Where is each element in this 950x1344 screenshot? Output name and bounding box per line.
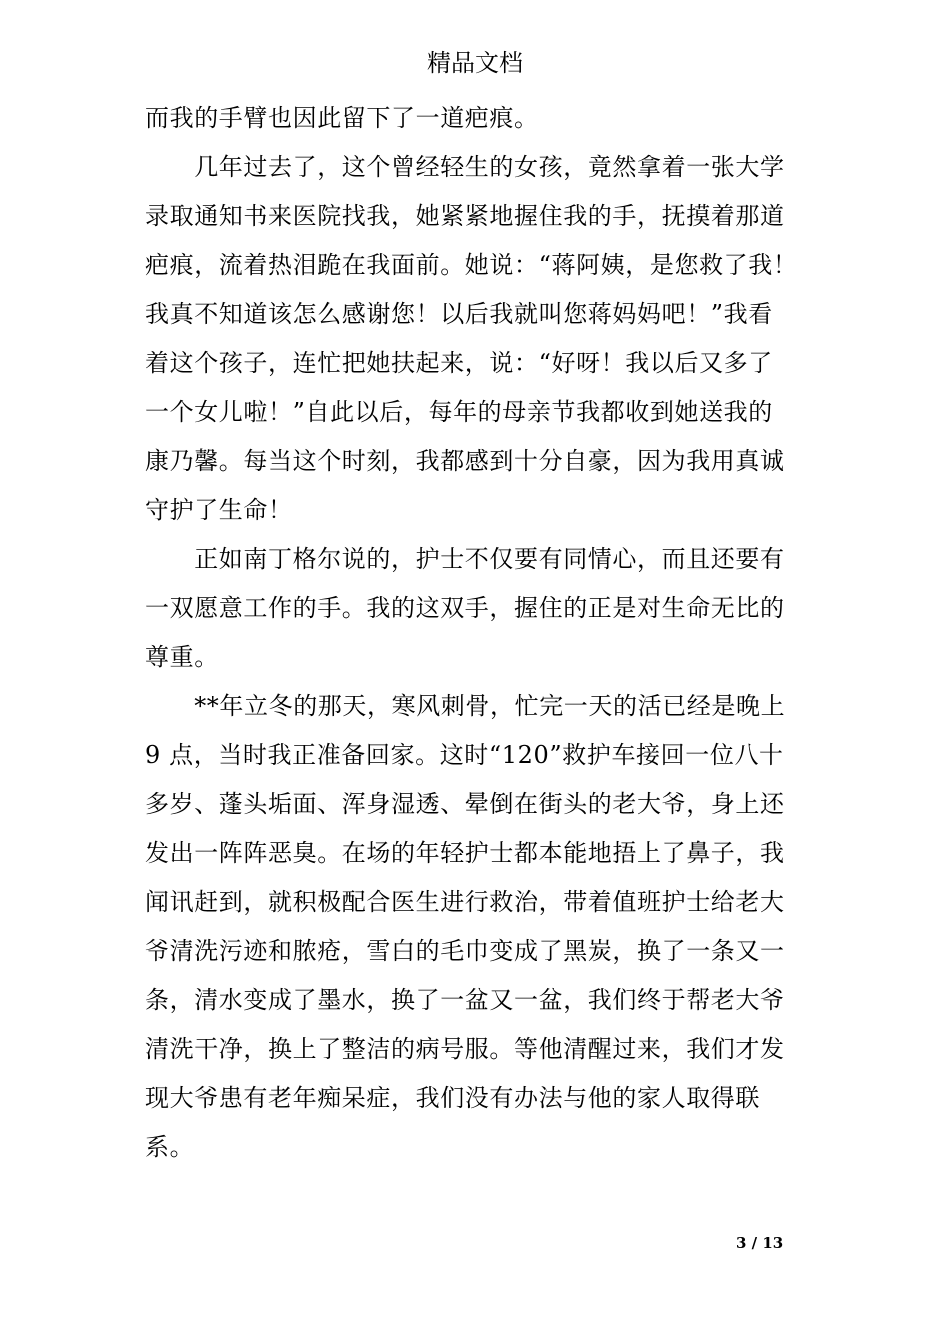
page-number: 3 / 13 [736,1234,784,1252]
text-line: 康乃馨。每当这个时刻，我都感到十分自豪，因为我用真诚 [145,447,785,475]
text-line: 我真不知道该怎么感谢您！以后我就叫您蒋妈妈吧！”我看 [145,300,773,328]
text-line: 几年过去了，这个曾经轻生的女孩，竟然拿着一张大学 [145,153,785,181]
text-line: 录取通知书来医院找我，她紧紧地握住我的手，抚摸着那道 [145,202,785,230]
text-line: 爷清洗污迹和脓疮，雪白的毛巾变成了黑炭，换了一条又一 [145,937,785,965]
text-line: 清洗干净，换上了整洁的病号服。等他清醒过来，我们才发 [145,1035,785,1063]
text-line: 9 点，当时我正准备回家。这时“120”救护车接回一位八十 [145,741,784,769]
text-line: 而我的手臂也因此留下了一道疤痕。 [145,104,539,132]
text-line: 疤痕，流着热泪跪在我面前。她说：“蒋阿姨，是您救了我！ [145,251,798,279]
text-line: 一个女儿啦！”自此以后，每年的母亲节我都收到她送我的 [145,398,773,426]
text-line: 现大爷患有老年痴呆症，我们没有办法与他的家人取得联 [145,1084,760,1112]
page-header-title: 精品文档 [427,49,523,77]
text-line: 尊重。 [145,643,219,671]
text-line: **年立冬的那天，寒风刺骨，忙完一天的活已经是晚上 [145,692,786,720]
text-line: 闻讯赶到，就积极配合医生进行救治，带着值班护士给老大 [145,888,785,916]
text-line: 着这个孩子，连忙把她扶起来，说：“好呀！我以后又多了 [145,349,773,377]
text-line: 一双愿意工作的手。我的这双手，握住的正是对生命无比的 [145,594,785,622]
text-line: 系。 [145,1133,195,1161]
text-line: 条，清水变成了墨水，换了一盆又一盆，我们终于帮老大爷 [145,986,785,1014]
text-line: 守护了生命！ [145,496,293,524]
text-line: 多岁、蓬头垢面、浑身湿透、晕倒在街头的老大爷，身上还 [145,790,785,818]
document-body [145,98,810,1176]
text-line: 正如南丁格尔说的，护士不仅要有同情心，而且还要有 [145,545,785,573]
text-line: 发出一阵阵恶臭。在场的年轻护士都本能地捂上了鼻子，我 [145,839,785,867]
